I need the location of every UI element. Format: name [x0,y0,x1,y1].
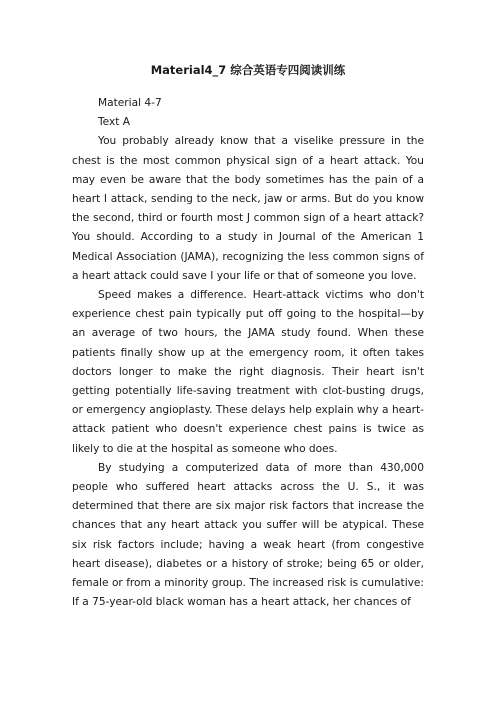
paragraph-1: You probably already know that a viselike pressure in the chest is the most common physical sign of a heart attack. You may even be aware that the body sometimes has the pain of a heart I attack, sending to the neck, jaw or arms. But do you know the second, third or fourth most J common sign of a heart attack? You should. According to a study in Journal of the American 1 Medical Association (JAMA), recognizing the less common signs of a heart attack could save I your life or that of someone you love. [72,135,424,282]
text-label: Text A [98,116,131,129]
document-title: Material4_7 综合英语专四阅读训练 [150,63,346,77]
paragraph-3: By studying a computerized data of more than 430,000 people who suffered heart attacks across the U. S., it was determined that there are six major risk factors that increase the chances that any heart attack you suffer will be atypical. These six risk factors include; having a weak heart (from congestive heart disease), diabetes or a history of stroke; being 65 or older, female or from a minority group. The increased risk is cumulative: If a 75-year-old black woman has a heart attack, her chances of [72,461,424,609]
material-label: Material 4-7 [98,97,162,109]
paragraph-2: Speed makes a difference. Heart-attack victims who don't experience chest pain typically put off going to the hospital—by an average of two hours, the JAMA study found. When these patients finally show up at the emergency room, it often takes doctors longer to make the right diagnosis. Their heart isn't getting potentially life-saving treatment with clot-busting drugs, or emergency angioplasty. These delays help explain why a heart-attack patient who doesn't experience chest pains is twice as likely to die at the hospital as someone who does. [72,289,424,455]
